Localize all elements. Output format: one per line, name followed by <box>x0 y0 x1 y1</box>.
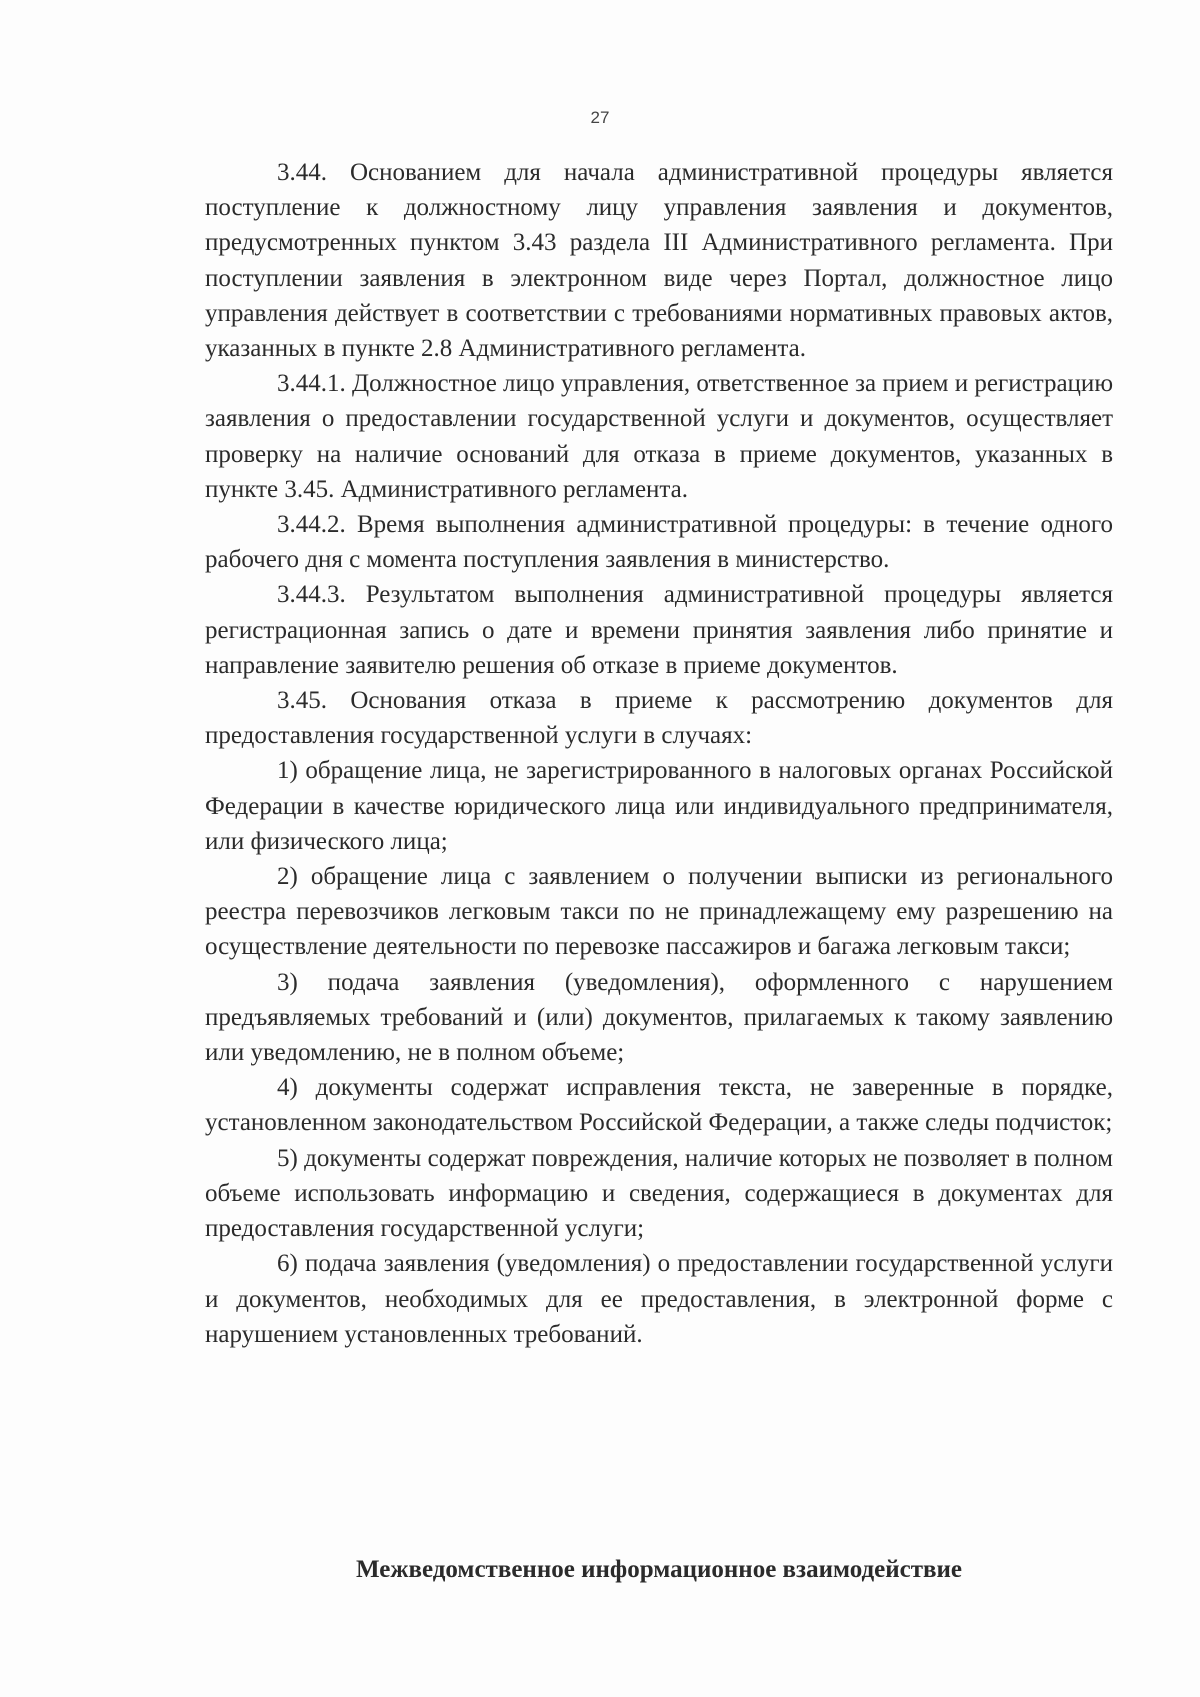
list-item-2: 2) обращение лица с заявлением о получении выписки из регионального реестра перевозчиков легковым такси по не принадлежащему ему разрешению на осуществление деятельности по перевозке пассажиров и багажа легковым такси; <box>205 863 1113 961</box>
list-item-4: 4) документы содержат исправления текста, не заверенные в порядке, установленном законодательством Российской Федерации, а также следы подчисток; <box>205 1074 1113 1137</box>
paragraph-3-45: 3.45. Основания отказа в приеме к рассмотрению документов для предоставления государственной услуги в случаях: <box>205 687 1113 750</box>
document-body <box>205 155 1113 1352</box>
list-item-3: 3) подача заявления (уведомления), оформленного с нарушением предъявляемых требований и (или) документов, прилагаемых к такому заявлению или уведомлению, не в полном объеме; <box>205 968 1113 1067</box>
list-item-5: 5) документы содержат повреждения, наличие которых не позволяет в полном объеме использовать информацию и сведения, содержащиеся в документах для предоставления государственной услуги; <box>205 1144 1113 1243</box>
list-item-1: 1) обращение лица, не зарегистрированного в налоговых органах Российской Федерации в качестве юридического лица или индивидуального предпринимателя, или физического лица; <box>205 757 1113 855</box>
page-number: 27 <box>590 108 610 127</box>
paragraph-3-44-3: 3.44.3. Результатом выполнения административной процедуры является регистрационная запись о дате и времени принятия заявления либо принятие и направление заявителю решения об отказе в приеме документов. <box>205 581 1113 679</box>
paragraph-3-44-1: 3.44.1. Должностное лицо управления, ответственное за прием и регистрацию заявления о предоставлении государственной услуги и документов, осуществляет проверку на наличие оснований для отказа в приеме документов, указанных в пункте 3.45. Административного регламента. <box>205 370 1113 503</box>
list-item-6: 6) подача заявления (уведомления) о предоставлении государственной услуги и документов, необходимых для ее предоставления, в электронной форме с нарушением установленных требований. <box>205 1250 1113 1348</box>
paragraph-3-44-2: 3.44.2. Время выполнения административной процедуры: в течение одного рабочего дня с момента поступления заявления в министерство. <box>205 511 1113 574</box>
section-heading: Межведомственное информационное взаимодействие <box>356 1556 962 1583</box>
paragraph-3-44: 3.44. Основанием для начала административной процедуры является поступление к должностному лицу управления заявления и документов, предусмотренных пунктом 3.43 раздела III Административного регламента. При поступлении заявления в электронном виде через Портал, должностное лицо управления действует в соответствии с требованиями нормативных правовых актов, указанных в пункте 2.8 Административного регламента. <box>205 159 1113 363</box>
